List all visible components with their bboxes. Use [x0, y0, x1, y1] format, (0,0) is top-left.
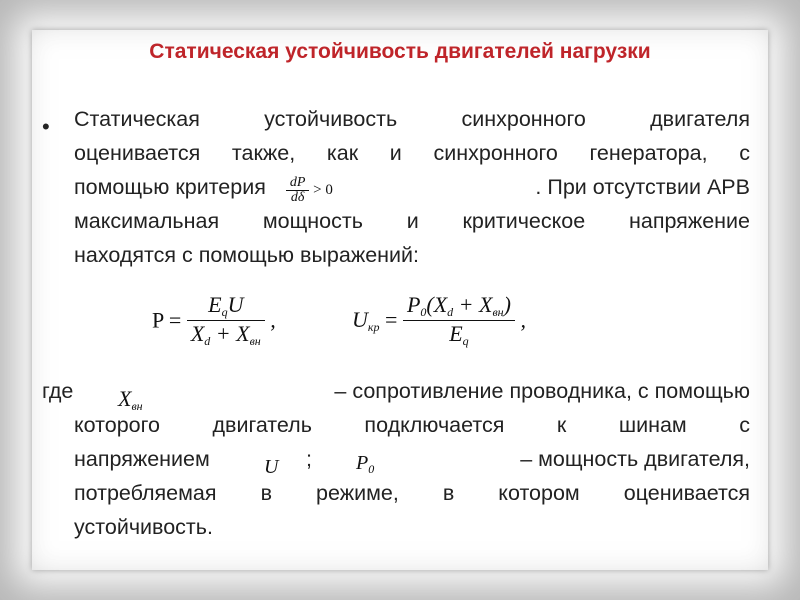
paragraph-intro: [74, 102, 750, 278]
formula-voltage-lhs: $U_{кр}$ =: [352, 306, 398, 334]
def-line-1-post: – сопротивление проводника, с помощью: [334, 379, 750, 403]
formula-voltage-den: $E_q$: [403, 320, 515, 349]
symbol-xvn: $X_{вн}$: [118, 386, 143, 413]
def-line-3-post: – мощность двигателя,: [520, 447, 750, 471]
paragraph-definitions: [42, 374, 750, 550]
intro-line-2: оценивается также, как и синхронного генератора, с: [74, 141, 750, 165]
intro-line-1: Статическая устойчивость синхронного двигателя: [74, 107, 750, 131]
intro-line-5: находятся с помощью выражений:: [74, 243, 420, 267]
formula-voltage-num: $P_0(X_d + X_{вн})$: [406, 292, 511, 319]
def-line-4: потребляемая в режиме, в котором оценивается: [74, 481, 750, 505]
def-line-3-pre: напряжением: [74, 447, 210, 471]
def-line-1: [42, 374, 750, 413]
criterion-formula: [286, 175, 333, 206]
formula-critical-voltage: [352, 292, 526, 349]
slide-title: Статическая устойчивость двигателей нагрузки: [149, 40, 651, 63]
intro-line-4: максимальная мощность и критическое напряжение: [74, 209, 750, 233]
intro-line-3-pre: помощью критерия: [74, 175, 266, 199]
def-line-3-mid: ;: [306, 447, 312, 471]
def-line-3: [74, 442, 750, 476]
criterion-rel: > 0: [313, 182, 333, 198]
formula-power: [152, 292, 276, 349]
slide: [32, 30, 768, 570]
formula-power-den: $X_d + X_{вн}$: [187, 320, 265, 349]
formula-power-lhs: P =: [152, 307, 182, 333]
symbol-u: U: [264, 456, 279, 478]
symbol-p0: $P_0$: [356, 452, 375, 476]
criterion-num: dP: [289, 175, 306, 191]
def-line-5: устойчивость.: [74, 515, 213, 539]
def-where: где: [42, 379, 74, 403]
intro-line-3-post: . При отсутствии АРВ: [535, 175, 750, 199]
bullet-marker: •: [42, 114, 50, 139]
intro-line-3: [74, 170, 750, 207]
formula-power-num: $E_qU$: [208, 292, 244, 319]
def-line-2: которого двигатель подключается к шинам с: [74, 413, 750, 437]
formula-voltage-tail: ,: [520, 307, 526, 333]
formula-power-tail: ,: [270, 307, 276, 333]
criterion-den: dδ: [286, 190, 310, 205]
